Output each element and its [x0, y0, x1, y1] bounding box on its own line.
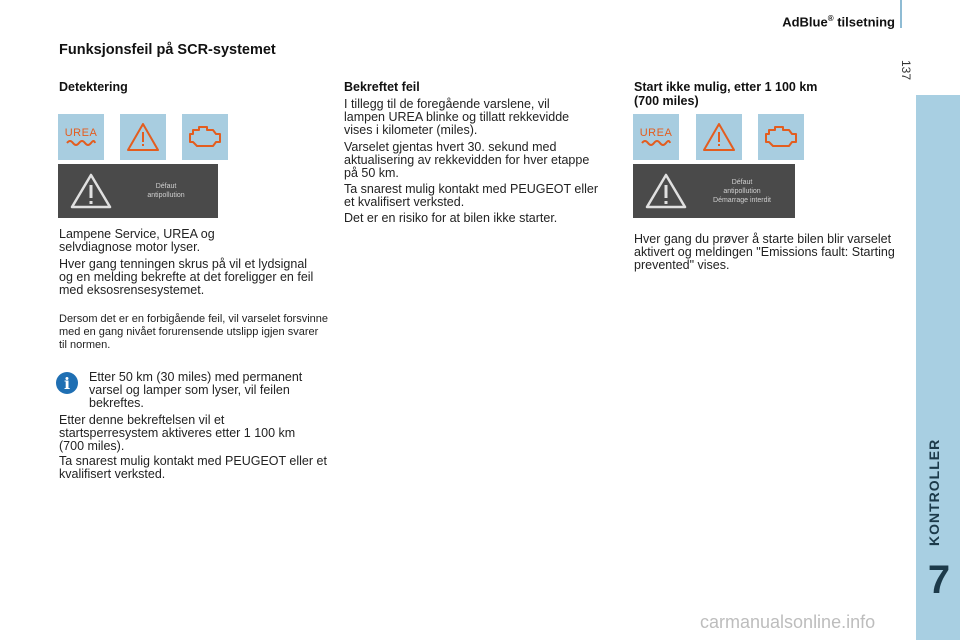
col1-paragraph-2: Hver gang tenningen skrus på vil et lydsignal og en melding bekrefte at det foreligger en feil med eksosrensesystemet. — [59, 257, 314, 297]
col2-paragraph-1: I tillegg til de foregående varslene, vil lampen UREA blinke og tillatt rekkevidde vises i kilometer (miles). — [344, 97, 570, 137]
display-warning-icon — [68, 171, 114, 211]
col3-subheading: Start ikke mulig, etter 1 100 km (700 miles) — [634, 80, 818, 108]
engine-diagnosis-icon — [182, 114, 228, 160]
warning-triangle-icon — [696, 114, 742, 160]
info-text: Etter 50 km (30 miles) med permanent varsel og lamper som lyser, vil feilen bekreftes. — [89, 370, 303, 410]
col1-small-note: Dersom det er en forbigående feil, vil varselet forsvinne med en gang nivået forurensende utslipp igjen svarer til normen. — [59, 313, 329, 351]
urea-warning-icon: UREA — [58, 114, 104, 160]
col2-paragraph-4: Det er en risiko for at bilen ikke starter. — [344, 211, 558, 225]
col1-after-paragraph-1: Etter denne bekreftelsen vil et startsperresystem aktiveres etter 1 100 km (700 miles). — [59, 413, 296, 453]
display-warning-icon — [643, 171, 689, 211]
warning-triangle-icon — [120, 114, 166, 160]
running-header: AdBlue® tilsetning — [782, 14, 895, 30]
page-title: Funksjonsfeil på SCR-systemet — [59, 42, 276, 58]
urea-warning-icon: UREA — [633, 114, 679, 160]
col2-paragraph-3: Ta snarest mulig kontakt med PEUGEOT eller et kvalifisert verksted. — [344, 182, 599, 209]
col3-paragraph: Hver gang du prøver å starte bilen blir varselet aktivert og meldingen "Emissions fault: Starting prevented" vises. — [634, 232, 895, 272]
pollution-fault-display — [58, 164, 218, 218]
info-icon: i — [56, 372, 78, 394]
display-message: Défaut antipollution Démarrage interdit — [713, 178, 771, 204]
watermark: carmanualsonline.info — [700, 612, 876, 632]
col1-after-paragraph-2: Ta snarest mulig kontakt med PEUGEOT eller et kvalifisert verksted. — [59, 454, 327, 481]
col1-subheading: Detektering — [59, 80, 128, 94]
page-number: 137 — [899, 60, 913, 81]
col2-paragraph-2: Varselet gjentas hvert 30. sekund med aktualisering av rekkevidden for hver etappe på 50 km. — [344, 140, 590, 180]
header-divider — [900, 0, 902, 28]
col1-paragraph-1: Lampene Service, UREA og selvdiagnose motor lyser. — [59, 227, 215, 254]
engine-diagnosis-icon — [758, 114, 804, 160]
col2-subheading: Bekreftet feil — [344, 80, 420, 94]
chapter-number: 7 — [927, 558, 951, 602]
chapter-label: KONTROLLER — [926, 438, 942, 546]
display-message: Défaut antipollution — [147, 183, 185, 199]
starting-prevented-display — [633, 164, 795, 218]
